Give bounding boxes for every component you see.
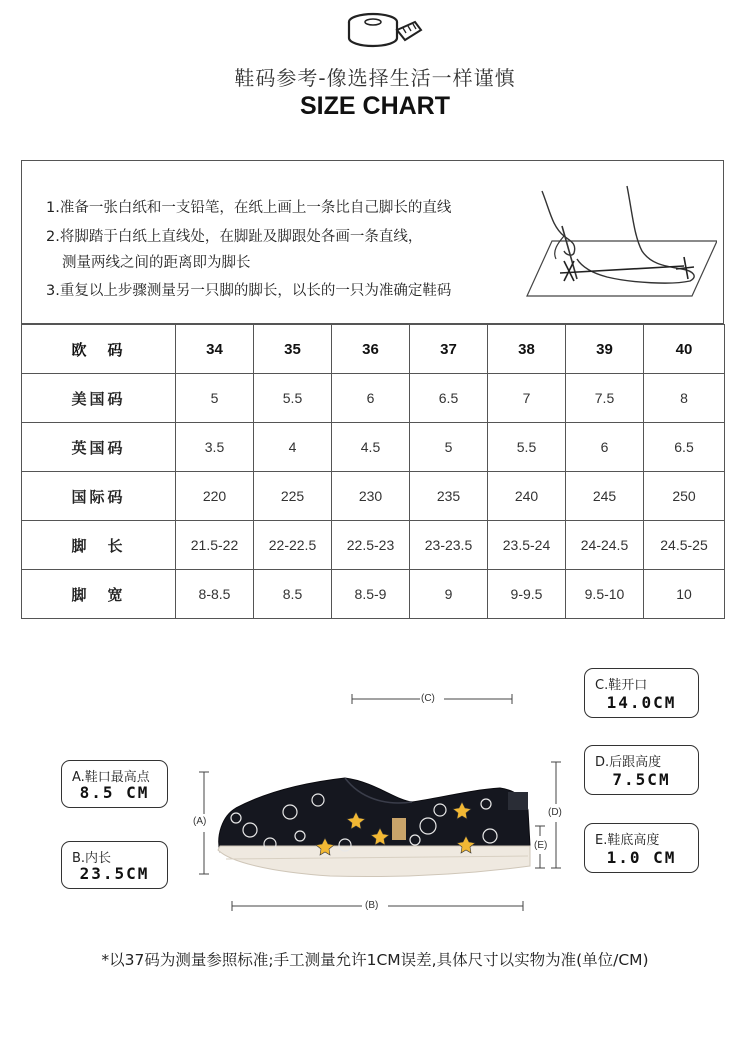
table-cell: 5.5 (254, 374, 332, 423)
table-row (22, 521, 725, 570)
callout-value: 1.0 CM (606, 848, 677, 867)
size-header-cell: 40 (644, 325, 725, 374)
table-cell: 24.5-25 (644, 521, 725, 570)
instruction-step-2-cont: 测量两线之间的距离即为脚长 (62, 255, 251, 271)
row-label: 脚 长 (22, 521, 176, 570)
table-cell: 6 (566, 423, 644, 472)
callout-sole-height (584, 823, 699, 873)
callout-value: 7.5CM (612, 770, 671, 789)
size-header-cell: 35 (254, 325, 332, 374)
size-header-cell: 34 (176, 325, 254, 374)
table-cell: 22.5-23 (332, 521, 410, 570)
dimension-label-a: (A) (193, 816, 207, 827)
table-cell: 8.5-9 (332, 570, 410, 619)
table-header-row (22, 325, 725, 374)
row-label: 国际码 (22, 472, 176, 521)
callout-value: 8.5 CM (79, 783, 150, 802)
table-row (22, 472, 725, 521)
dimension-label-e: (E) (534, 840, 548, 851)
table-row (22, 423, 725, 472)
table-row (22, 374, 725, 423)
size-header-cell: 38 (488, 325, 566, 374)
callout-label: A.鞋口最高点 (72, 770, 150, 785)
instruction-step-1: 1.准备一张白纸和一支铅笔，在纸上画上一条比自己脚长的直线 (46, 200, 452, 216)
instruction-step-2: 2.将脚踏于白纸上直线处，在脚趾及脚跟处各画一条直线， (46, 229, 423, 245)
table-cell: 4.5 (332, 423, 410, 472)
table-cell: 220 (176, 472, 254, 521)
table-cell: 6.5 (410, 374, 488, 423)
table-cell: 250 (644, 472, 725, 521)
table-cell: 8.5 (254, 570, 332, 619)
table-cell: 5.5 (488, 423, 566, 472)
callout-heel-height (584, 745, 699, 795)
callout-collar-height (61, 760, 168, 808)
row-label: 脚 宽 (22, 570, 176, 619)
table-cell: 10 (644, 570, 725, 619)
shoe-illustration (218, 778, 530, 877)
table-cell: 23.5-24 (488, 521, 566, 570)
table-cell: 7 (488, 374, 566, 423)
size-header-cell: 36 (332, 325, 410, 374)
table-cell: 21.5-22 (176, 521, 254, 570)
table-cell: 5 (410, 423, 488, 472)
table-cell: 3.5 (176, 423, 254, 472)
table-cell: 9.5-10 (566, 570, 644, 619)
foot-measuring-illustration (522, 181, 717, 306)
table-cell: 8 (644, 374, 725, 423)
table-cell: 9-9.5 (488, 570, 566, 619)
dimension-label-b: (B) (365, 900, 379, 911)
table-cell: 240 (488, 472, 566, 521)
table-row (22, 570, 725, 619)
callout-label: C.鞋开口 (595, 678, 648, 693)
size-chart-table (21, 324, 725, 619)
page-subtitle: 鞋码参考-像选择生活一样谨慎 (234, 66, 516, 90)
dimension-label-d: (D) (548, 807, 562, 818)
table-cell: 4 (254, 423, 332, 472)
callout-inner-length (61, 841, 168, 889)
table-cell: 225 (254, 472, 332, 521)
callout-shoe-opening (584, 668, 699, 718)
callout-value: 23.5CM (79, 864, 150, 883)
table-cell: 8-8.5 (176, 570, 254, 619)
table-cell: 230 (332, 472, 410, 521)
table-cell: 24-24.5 (566, 521, 644, 570)
size-header-cell: 39 (566, 325, 644, 374)
size-header-cell: 37 (410, 325, 488, 374)
table-cell: 235 (410, 472, 488, 521)
row-label: 美国码 (22, 374, 176, 423)
dimension-label-c: (C) (421, 693, 435, 704)
instruction-step-3: 3.重复以上步骤测量另一只脚的脚长，以长的一只为准确定鞋码 (46, 283, 452, 299)
page-title: SIZE CHART (300, 92, 450, 120)
callout-label: B.内长 (72, 851, 112, 866)
table-cell: 5 (176, 374, 254, 423)
table-cell: 23-23.5 (410, 521, 488, 570)
measurement-footnote: *以37码为测量参照标准;手工测量允许1CM误差,具体尺寸以实物为准(单位/CM) (101, 951, 649, 969)
measurement-instructions (21, 160, 724, 324)
table-cell: 6 (332, 374, 410, 423)
measuring-tape-icon (345, 8, 425, 50)
callout-label: D.后跟高度 (595, 755, 662, 770)
table-cell: 22-22.5 (254, 521, 332, 570)
callout-label: E.鞋底高度 (595, 833, 660, 848)
row-label: 欧 码 (22, 325, 176, 374)
table-cell: 245 (566, 472, 644, 521)
callout-value: 14.0CM (606, 693, 677, 712)
table-cell: 9 (410, 570, 488, 619)
table-cell: 7.5 (566, 374, 644, 423)
row-label: 英国码 (22, 423, 176, 472)
table-cell: 6.5 (644, 423, 725, 472)
